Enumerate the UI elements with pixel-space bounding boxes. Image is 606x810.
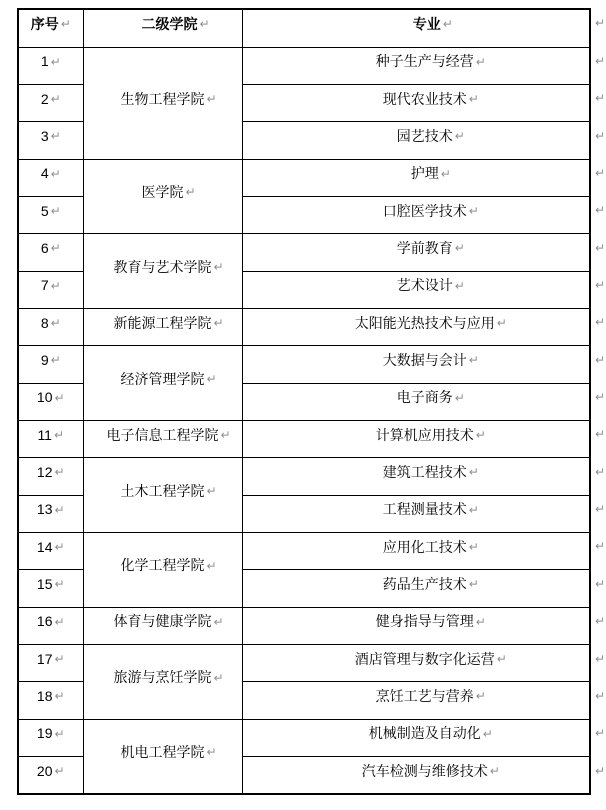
paragraph-mark-icon: ↵ bbox=[454, 278, 465, 293]
serial-number: 12 bbox=[36, 464, 53, 480]
paragraph-mark-icon: ↵ bbox=[213, 670, 224, 685]
paragraph-mark-icon: ↵ bbox=[475, 614, 486, 629]
major-cell[interactable] bbox=[242, 271, 590, 308]
paragraph-mark-icon: ↵ bbox=[213, 316, 224, 331]
row-end-mark-icon: ↵ bbox=[595, 166, 606, 181]
serial-number: 20 bbox=[36, 762, 53, 779]
paragraph-mark-icon: ↵ bbox=[54, 614, 65, 629]
row-end-mark-icon: ↵ bbox=[595, 651, 606, 666]
paragraph-mark-icon: ↵ bbox=[454, 390, 465, 405]
serial-number: 18 bbox=[36, 688, 53, 705]
table-row bbox=[18, 308, 590, 345]
paragraph-mark-icon: ↵ bbox=[206, 558, 217, 573]
serial-number: 9 bbox=[40, 351, 49, 368]
major-name: 酒店管理与数字化运营 bbox=[354, 650, 495, 667]
college-cell[interactable] bbox=[83, 719, 242, 794]
major-cell[interactable] bbox=[242, 383, 590, 420]
major-name: 学前教育 bbox=[396, 239, 453, 256]
paragraph-mark-icon: ↵ bbox=[206, 484, 217, 499]
paragraph-mark-icon: ↵ bbox=[50, 91, 61, 106]
major-name: 健身指导与管理 bbox=[375, 613, 474, 630]
major-name: 药品生产技术 bbox=[382, 576, 467, 593]
table-row bbox=[18, 346, 590, 383]
table-row bbox=[18, 607, 590, 644]
table-row bbox=[18, 645, 590, 682]
paragraph-mark-icon: ↵ bbox=[440, 166, 451, 181]
college-cell[interactable] bbox=[83, 532, 242, 607]
row-end-mark-icon: ↵ bbox=[595, 278, 606, 293]
paragraph-mark-icon: ↵ bbox=[468, 502, 479, 517]
paragraph-mark-icon: ↵ bbox=[468, 540, 479, 555]
paragraph-mark-icon: ↵ bbox=[54, 726, 65, 741]
table-row bbox=[18, 47, 590, 84]
table-row bbox=[18, 159, 590, 196]
row-end-mark-icon: ↵ bbox=[595, 688, 606, 703]
major-name: 计算机应用技术 bbox=[375, 426, 474, 443]
serial-number: 13 bbox=[36, 501, 53, 518]
table-row bbox=[18, 719, 590, 756]
paragraph-mark-icon: ↵ bbox=[54, 652, 65, 667]
serial-number: 10 bbox=[36, 389, 53, 406]
serial-number-cell[interactable] bbox=[18, 719, 83, 756]
paragraph-mark-icon: ↵ bbox=[442, 17, 453, 32]
header-label-college: 二级学院 bbox=[141, 15, 198, 32]
row-end-mark-icon: ↵ bbox=[595, 464, 606, 479]
row-end-mark-icon: ↵ bbox=[595, 315, 606, 330]
row-end-mark-icon: ↵ bbox=[595, 128, 606, 143]
paragraph-mark-icon: ↵ bbox=[50, 54, 61, 69]
paragraph-mark-icon: ↵ bbox=[454, 129, 465, 144]
major-name: 口腔医学技术 bbox=[382, 202, 467, 219]
college-name: 旅游与烹饪学院 bbox=[113, 669, 212, 686]
table-row bbox=[18, 532, 590, 569]
major-cell[interactable] bbox=[242, 346, 590, 383]
college-name: 生物工程学院 bbox=[120, 90, 205, 107]
paragraph-mark-icon: ↵ bbox=[50, 166, 61, 181]
paragraph-mark-icon: ↵ bbox=[54, 577, 65, 592]
row-end-mark-icon: ↵ bbox=[595, 240, 606, 255]
serial-number: 3 bbox=[40, 127, 49, 144]
major-cell[interactable] bbox=[242, 570, 590, 607]
paragraph-mark-icon: ↵ bbox=[496, 652, 507, 667]
table-row bbox=[18, 420, 590, 457]
serial-number: 16 bbox=[36, 613, 53, 630]
header-cell-college[interactable] bbox=[83, 9, 242, 47]
college-cell[interactable] bbox=[83, 420, 242, 457]
major-cell[interactable] bbox=[242, 420, 590, 457]
paragraph-mark-icon: ↵ bbox=[206, 745, 217, 760]
serial-number: 11 bbox=[37, 426, 52, 443]
paragraph-mark-icon: ↵ bbox=[50, 353, 61, 368]
serial-number: 5 bbox=[40, 202, 49, 219]
college-name: 体育与健康学院 bbox=[113, 613, 212, 630]
major-cell[interactable] bbox=[242, 719, 590, 756]
paragraph-mark-icon: ↵ bbox=[468, 91, 479, 106]
college-cell[interactable] bbox=[83, 346, 242, 421]
paragraph-mark-icon: ↵ bbox=[213, 614, 224, 629]
major-cell[interactable] bbox=[242, 159, 590, 196]
college-name: 电子信息工程学院 bbox=[106, 426, 219, 443]
header-label-serial: 序号 bbox=[30, 15, 59, 32]
paragraph-mark-icon: ↵ bbox=[206, 91, 217, 106]
serial-number-cell[interactable] bbox=[18, 271, 83, 308]
college-cell[interactable] bbox=[83, 234, 242, 309]
row-end-mark-icon: ↵ bbox=[595, 539, 606, 554]
paragraph-mark-icon: ↵ bbox=[468, 465, 479, 480]
paragraph-mark-icon: ↵ bbox=[54, 465, 65, 480]
serial-number: 2 bbox=[40, 90, 49, 107]
serial-number: 6 bbox=[40, 239, 49, 256]
paragraph-mark-icon: ↵ bbox=[199, 17, 210, 32]
paragraph-mark-icon: ↵ bbox=[54, 540, 65, 555]
major-name: 建筑工程技术 bbox=[382, 464, 467, 480]
major-cell[interactable] bbox=[242, 532, 590, 569]
serial-number-cell[interactable] bbox=[18, 308, 83, 345]
college-name: 土木工程学院 bbox=[120, 482, 205, 499]
header-cell-major[interactable] bbox=[242, 9, 590, 47]
major-name: 应用化工技术 bbox=[382, 538, 467, 555]
row-end-mark-icon: ↵ bbox=[595, 576, 606, 591]
paragraph-mark-icon: ↵ bbox=[53, 428, 65, 443]
serial-number-cell[interactable] bbox=[18, 458, 83, 495]
serial-number-cell[interactable] bbox=[18, 682, 83, 719]
serial-number-cell[interactable] bbox=[18, 47, 83, 84]
serial-number-cell[interactable] bbox=[18, 383, 83, 420]
header-label-major: 专业 bbox=[412, 15, 441, 32]
paragraph-mark-icon: ↵ bbox=[496, 316, 507, 331]
serial-number-cell[interactable] bbox=[18, 420, 83, 457]
row-end-mark-icon: ↵ bbox=[595, 91, 606, 106]
row-end-mark-icon: ↵ bbox=[595, 614, 606, 629]
serial-number: 8 bbox=[40, 314, 49, 331]
paragraph-mark-icon: ↵ bbox=[50, 204, 61, 218]
paragraph-mark-icon: ↵ bbox=[475, 689, 486, 704]
major-cell[interactable] bbox=[242, 234, 590, 271]
college-name: 经济管理学院 bbox=[120, 370, 205, 387]
major-name: 现代农业技术 bbox=[382, 90, 467, 107]
major-cell[interactable] bbox=[242, 458, 590, 495]
serial-number-cell[interactable] bbox=[18, 84, 83, 121]
college-name: 教育与艺术学院 bbox=[113, 258, 212, 275]
major-name: 太阳能光热技术与应用 bbox=[354, 314, 495, 331]
major-name: 电子商务 bbox=[396, 389, 453, 406]
paragraph-mark-icon: ↵ bbox=[54, 689, 65, 704]
row-end-mark-icon: ↵ bbox=[595, 16, 606, 30]
paragraph-mark-icon: ↵ bbox=[475, 428, 486, 443]
paragraph-mark-icon: ↵ bbox=[54, 763, 65, 778]
serial-number-cell[interactable] bbox=[18, 196, 83, 233]
paragraph-mark-icon: ↵ bbox=[220, 428, 231, 443]
row-end-mark-icon: ↵ bbox=[595, 54, 606, 68]
major-name: 工程测量技术 bbox=[382, 501, 467, 518]
major-name: 园艺技术 bbox=[396, 127, 453, 144]
paragraph-mark-icon: ↵ bbox=[54, 390, 65, 405]
major-cell[interactable] bbox=[242, 607, 590, 644]
paragraph-mark-icon: ↵ bbox=[475, 54, 486, 69]
paragraph-mark-icon: ↵ bbox=[213, 260, 224, 275]
row-end-mark-icon: ↵ bbox=[595, 427, 606, 442]
serial-number-cell[interactable] bbox=[18, 645, 83, 682]
serial-number: 15 bbox=[36, 576, 53, 593]
major-name: 汽车检测与维修技术 bbox=[361, 762, 488, 779]
college-cell[interactable] bbox=[83, 458, 242, 533]
table-row bbox=[18, 234, 590, 271]
row-end-mark-icon: ↵ bbox=[595, 726, 606, 741]
serial-number-cell[interactable] bbox=[18, 234, 83, 271]
row-end-mark-icon: ↵ bbox=[595, 502, 606, 517]
serial-number-cell[interactable] bbox=[18, 122, 83, 159]
serial-number-cell[interactable] bbox=[18, 757, 83, 794]
paragraph-mark-icon: ↵ bbox=[185, 185, 196, 200]
serial-number-cell[interactable] bbox=[18, 532, 83, 569]
majors-table bbox=[17, 8, 591, 795]
paragraph-mark-icon: ↵ bbox=[60, 17, 71, 32]
row-end-mark-icon: ↵ bbox=[595, 203, 606, 218]
row-end-mark-icon: ↵ bbox=[595, 352, 606, 367]
paragraph-mark-icon: ↵ bbox=[468, 353, 479, 368]
serial-number-cell[interactable] bbox=[18, 159, 83, 196]
college-name: 医学院 bbox=[141, 183, 184, 200]
major-cell[interactable] bbox=[242, 308, 590, 345]
header-cell-serial[interactable] bbox=[18, 9, 83, 47]
serial-number: 19 bbox=[36, 725, 53, 742]
major-name: 机械制造及自动化 bbox=[368, 725, 481, 742]
major-name: 艺术设计 bbox=[396, 277, 453, 294]
college-cell[interactable] bbox=[83, 645, 242, 720]
serial-number-cell[interactable] bbox=[18, 346, 83, 383]
serial-number: 17 bbox=[36, 650, 53, 667]
serial-number: 14 bbox=[36, 538, 53, 555]
major-name: 种子生产与经营 bbox=[375, 53, 474, 70]
major-cell[interactable] bbox=[242, 84, 590, 121]
paragraph-mark-icon: ↵ bbox=[468, 577, 479, 592]
serial-number-cell[interactable] bbox=[18, 570, 83, 607]
major-cell[interactable] bbox=[242, 47, 590, 84]
college-cell[interactable] bbox=[83, 47, 242, 159]
college-name: 化学工程学院 bbox=[120, 557, 205, 574]
row-end-mark-icon: ↵ bbox=[595, 390, 606, 405]
paragraph-mark-icon: ↵ bbox=[206, 372, 217, 387]
college-cell[interactable] bbox=[83, 607, 242, 644]
paragraph-mark-icon: ↵ bbox=[50, 129, 61, 144]
paragraph-mark-icon: ↵ bbox=[454, 241, 465, 256]
college-name: 机电工程学院 bbox=[120, 743, 205, 760]
row-end-mark-icon: ↵ bbox=[595, 763, 606, 778]
paragraph-mark-icon: ↵ bbox=[50, 316, 61, 331]
college-name: 新能源工程学院 bbox=[113, 314, 212, 331]
paragraph-mark-icon: ↵ bbox=[54, 502, 65, 517]
table-row bbox=[18, 458, 590, 495]
paragraph-mark-icon: ↵ bbox=[482, 726, 493, 741]
major-name: 护理 bbox=[410, 165, 439, 182]
paragraph-mark-icon: ↵ bbox=[50, 241, 61, 256]
serial-number: 1 bbox=[40, 53, 49, 70]
college-cell[interactable] bbox=[83, 308, 242, 345]
major-cell[interactable] bbox=[242, 196, 590, 233]
serial-number-cell[interactable] bbox=[18, 607, 83, 644]
major-cell[interactable] bbox=[242, 122, 590, 159]
paragraph-mark-icon: ↵ bbox=[489, 763, 500, 778]
serial-number: 7 bbox=[40, 277, 49, 294]
serial-number-cell[interactable] bbox=[18, 495, 83, 532]
college-cell[interactable] bbox=[83, 159, 242, 234]
serial-number: 4 bbox=[40, 165, 49, 182]
major-cell[interactable] bbox=[242, 682, 590, 719]
major-cell[interactable] bbox=[242, 495, 590, 532]
paragraph-mark-icon: ↵ bbox=[468, 204, 479, 218]
major-cell[interactable] bbox=[242, 645, 590, 682]
header-row bbox=[18, 9, 590, 47]
paragraph-mark-icon: ↵ bbox=[50, 278, 61, 293]
major-name: 大数据与会计 bbox=[382, 351, 467, 368]
major-cell[interactable] bbox=[242, 757, 590, 794]
major-name: 烹饪工艺与营养 bbox=[375, 688, 474, 705]
